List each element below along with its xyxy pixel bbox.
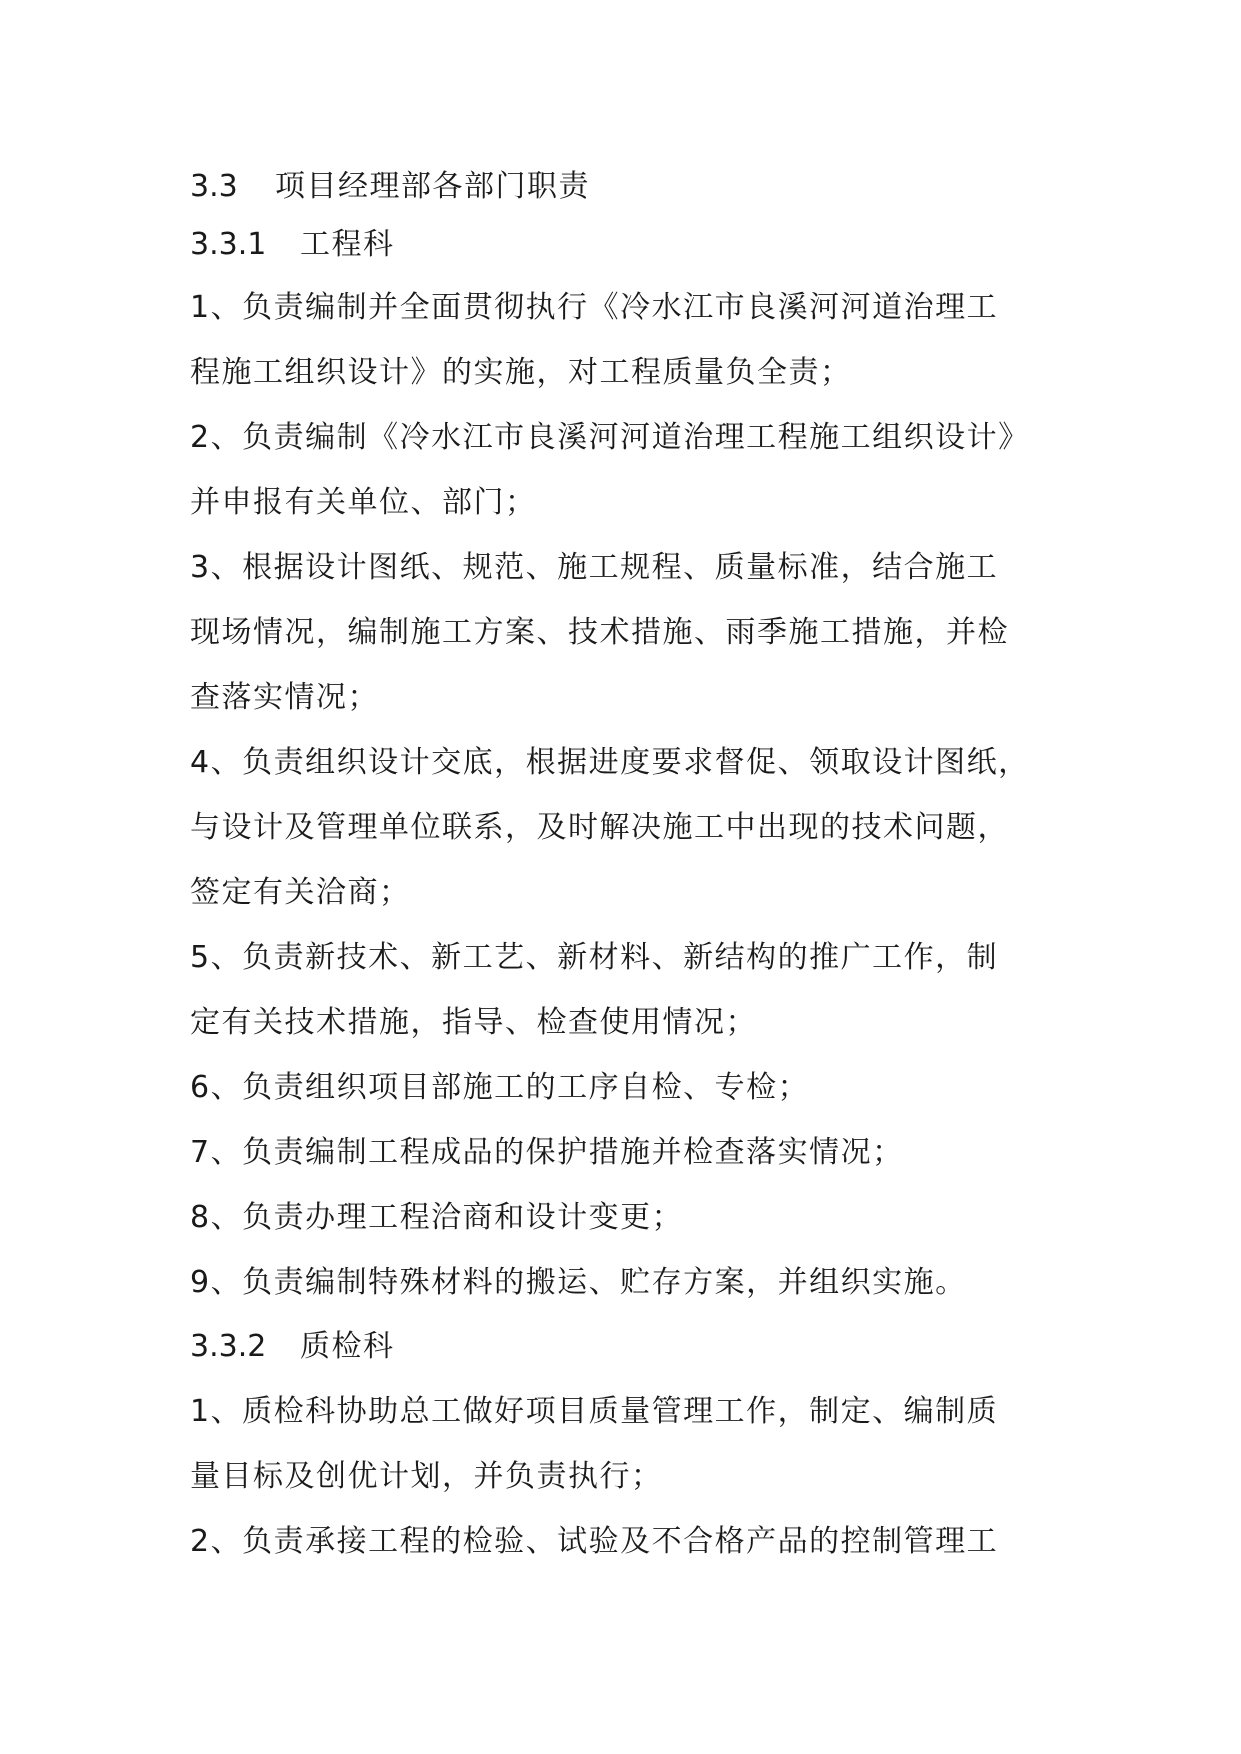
paragraph-line: 查落实情况； bbox=[190, 680, 379, 715]
paragraph-line: 量目标及创优计划，并负责执行； bbox=[190, 1459, 663, 1494]
paragraph-line: 1、质检科协助总工做好项目质量管理工作，制定、编制质 bbox=[190, 1394, 999, 1429]
paragraph-line: 9、负责编制特殊材料的搬运、贮存方案，并组织实施。 bbox=[190, 1265, 967, 1300]
section-title: 质检科 bbox=[300, 1329, 395, 1364]
paragraph-line: 5、负责新技术、新工艺、新材料、新结构的推广工作，制 bbox=[190, 940, 999, 975]
section-heading-3-3-2 bbox=[190, 1327, 395, 1367]
paragraph-line: 3、根据设计图纸、规范、施工规程、质量标准，结合施工 bbox=[190, 550, 999, 585]
paragraph-line: 4、负责组织设计交底，根据进度要求督促、领取设计图纸， bbox=[190, 745, 1030, 780]
section-title: 工程科 bbox=[300, 227, 395, 262]
section-number: 3.3.2 bbox=[190, 1329, 267, 1364]
paragraph-line: 并申报有关单位、部门； bbox=[190, 485, 537, 520]
paragraph-line: 与设计及管理单位联系，及时解决施工中出现的技术问题， bbox=[190, 810, 1009, 845]
paragraph-line: 8、负责办理工程洽商和设计变更； bbox=[190, 1200, 684, 1235]
paragraph-line: 2、负责承接工程的检验、试验及不合格产品的控制管理工 bbox=[190, 1524, 999, 1559]
section-number: 3.3.1 bbox=[190, 227, 267, 262]
paragraph-line: 6、负责组织项目部施工的工序自检、专检； bbox=[190, 1070, 810, 1105]
paragraph-line: 定有关技术措施，指导、检查使用情况； bbox=[190, 1005, 757, 1040]
section-number: 3.3 bbox=[190, 169, 238, 204]
paragraph-line: 7、负责编制工程成品的保护措施并检查落实情况； bbox=[190, 1135, 904, 1170]
paragraph-line: 1、负责编制并全面贯彻执行《冷水江市良溪河河道治理工 bbox=[190, 290, 999, 325]
section-title: 项目经理部各部门职责 bbox=[275, 169, 590, 204]
section-heading-3-3 bbox=[190, 167, 590, 207]
paragraph-line: 程施工组织设计》的实施，对工程质量负全责； bbox=[190, 355, 852, 390]
paragraph-line: 签定有关洽商； bbox=[190, 875, 411, 910]
section-heading-3-3-1 bbox=[190, 225, 395, 265]
paragraph-line: 现场情况，编制施工方案、技术措施、雨季施工措施，并检 bbox=[190, 615, 1009, 650]
paragraph-line: 2、负责编制《冷水江市良溪河河道治理工程施工组织设计》 bbox=[190, 420, 1030, 455]
